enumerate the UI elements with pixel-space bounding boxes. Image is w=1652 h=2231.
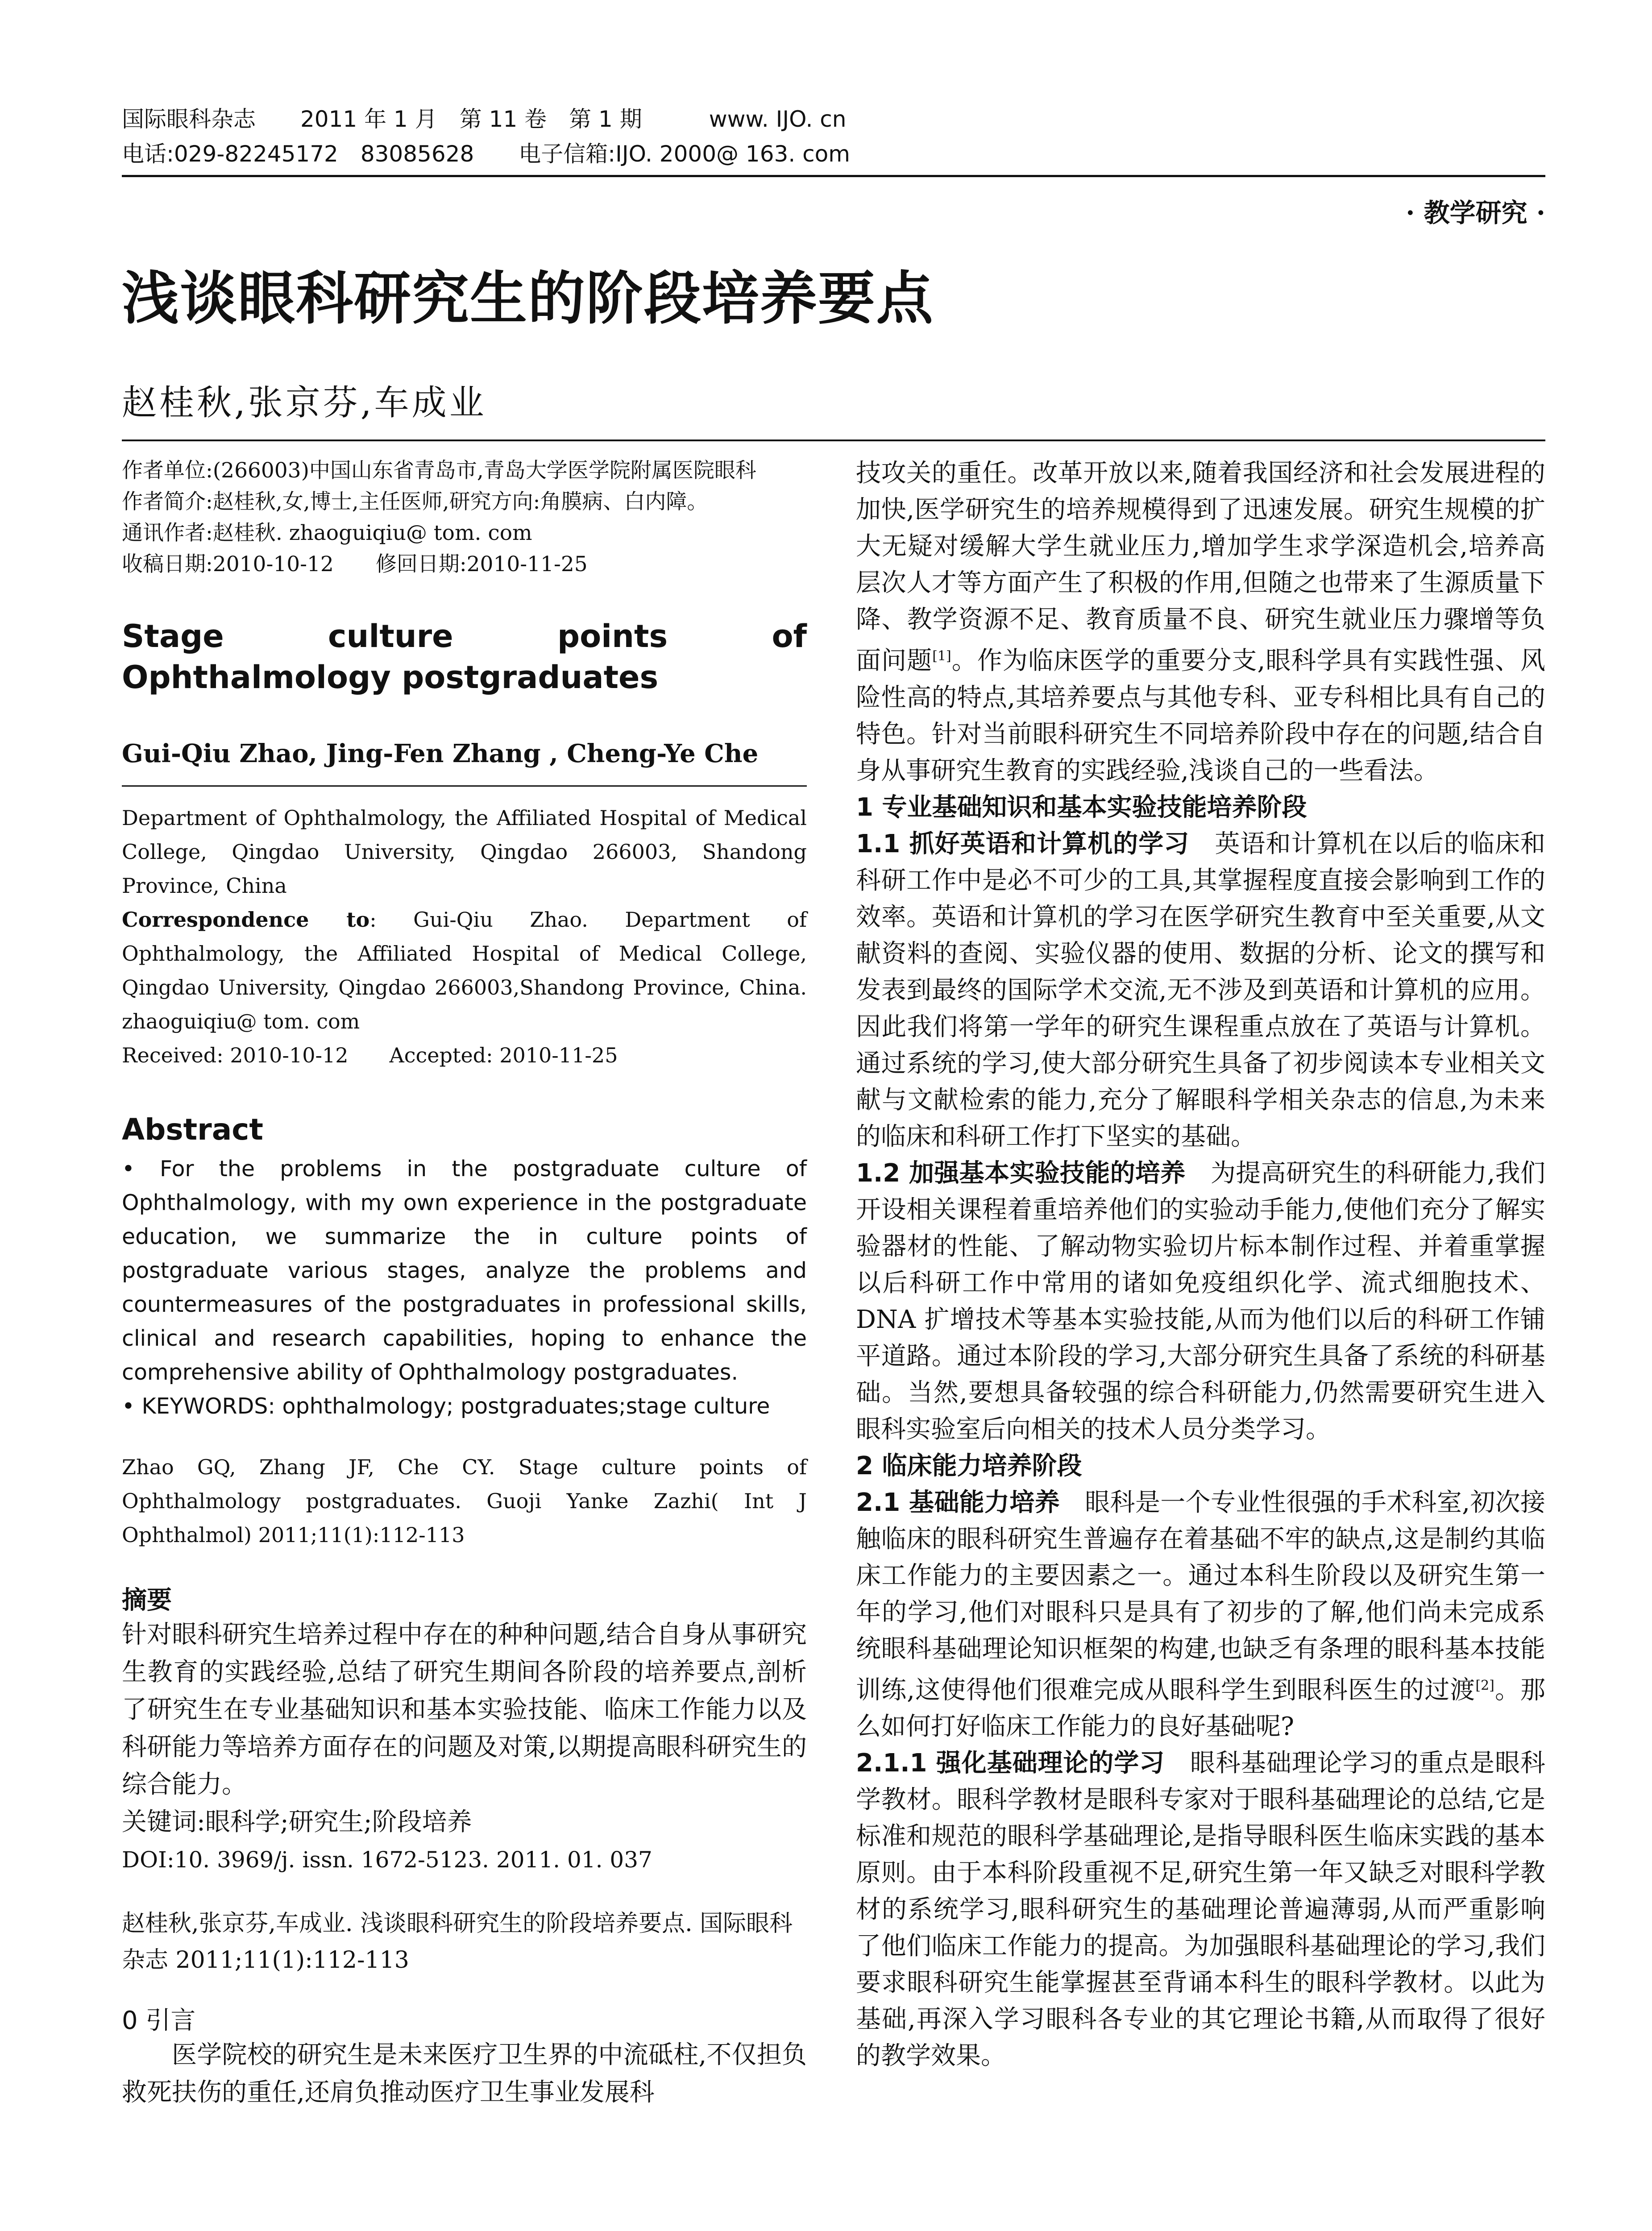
zh-abstract-text: 针对眼科研究生培养过程中存在的种种问题,结合自身从事研究生教育的实践经验,总结了研究生期间各阶段的培养要点,剖析了研究生在专业基础知识和基本实验技能、临床工作能力以及科研能力等培养方面存在的问题及对策,以期提高眼科研究生的综合能力。 bbox=[122, 1620, 807, 1799]
reference-2: [2] bbox=[1475, 1677, 1494, 1693]
english-authors: Gui-Qiu Zhao, Jing-Fen Zhang , Cheng-Ye Che bbox=[122, 739, 759, 768]
intro-continued-text: 技攻关的重任。改革开放以来,随着我国经济和社会发展进程的加快,医学研究生的培养规模得到了迅速发展。研究生规模的扩大无疑对缓解大学生就业压力,增加学生求学深造机会,培养高层次人才等方面产生了积极的作用,但随之也带来了生源质量下降、教学资源不足、教育质量不良、研究生就业压力骤增等负面问题 bbox=[856, 459, 1545, 676]
authors-cn: 赵桂秋,张京芬,车成业 bbox=[122, 383, 487, 423]
abstract-heading: Abstract bbox=[122, 1112, 263, 1147]
intro-heading: 0 引言 bbox=[122, 2006, 196, 2035]
section-2-1-text: 眼科是一个专业性很强的手术科室,初次接触临床的眼科研究生普遍存在着基础不牢的缺点,这是制约其临床工作能力的主要因素之一。通过本科生阶段以及研究生第一年的学习,他们对眼科只是具有了初步的了解,他们尚未完成系统眼科基础理论知识框架的构建,也缺乏有条理的眼科基本技能训练,这使得他们很难完成从眼科学生到眼科医生的过渡 bbox=[856, 1488, 1545, 1705]
department-en: Department of Ophthalmology, the Affiliated Hospital of Medical College, Qingdao University, Qingdao 266003, Shandong Province, China bbox=[122, 806, 807, 898]
intro-continued-tail: 。作为临床医学的重要分支,眼科学具有实践性强、风险性高的特点,其培养要点与其他专科、亚专科相比具有自己的特色。针对当前眼科研究生不同培养阶段中存在的问题,结合自身从事研究生教育的实践经验,浅谈自己的一些看法。 bbox=[856, 646, 1545, 785]
english-affiliation bbox=[122, 801, 807, 1072]
section-2-1 bbox=[856, 1485, 1545, 1746]
corresponding-author: 通讯作者:赵桂秋. zhaoguiqiu@ tom. com bbox=[122, 521, 532, 545]
intro-text: 医学院校的研究生是未来医疗卫生界的中流砥柱,不仅担负救死扶伤的重任,还肩负推动医疗卫生事业发展科 bbox=[122, 2040, 807, 2107]
affiliation-cn: 作者单位:(266003)中国山东省青岛市,青岛大学医学院附属医院眼科 bbox=[122, 458, 756, 483]
section-1-1-text: 英语和计算机在以后的临床和科研工作中是必不可少的工具,其掌握程度直接会影响到工作的效率。英语和计算机的学习在医学研究生教育中至关重要,从文献资料的查阅、实验仪器的使用、数据的分析、论文的撰写和发表到最终的国际学术交流,无不涉及到英语和计算机的应用。因此我们将第一学年的研究生课程重点放在了英语与计算机。通过系统的学习,使大部分研究生具备了初步阅读本专业相关文献与文献检索的能力,充分了解眼科学相关杂志的信息,为未来的临床和科研工作打下坚实的基础。 bbox=[856, 829, 1546, 1151]
column-label: · 教学研究 · bbox=[1406, 198, 1545, 228]
section-2-1-tail: 。那么如何打好临床工作能力的良好基础呢? bbox=[856, 1675, 1545, 1742]
section-1-1-heading: 1.1 抓好英语和计算机的学习 bbox=[856, 829, 1190, 858]
author-meta bbox=[122, 455, 807, 580]
dates-cn: 收稿日期:2010-10-12 修回日期:2010-11-25 bbox=[122, 552, 588, 576]
header-rule bbox=[122, 175, 1545, 177]
section-1-2-text: 为提高研究生的科研能力,我们开设相关课程着重培养他们的实验动手能力,使他们充分了解实验器材的性能、了解动物实验切片标本制作过程、并着重掌握以后科研工作中常用的诸如免疫组织化学、流式细胞技术、DNA 扩增技术等基本实验技能,从而为他们以后的科研工作铺平道路。通过本阶段的学习,大部分研究生具备了系统的科研基础。当然,要想具备较强的综合科研能力,仍然需要研究生进入眼科实验室后向相关的技术人员分类学习。 bbox=[856, 1158, 1545, 1444]
doi: DOI:10. 3969/j. issn. 1672-5123. 2011. 01. 037 bbox=[122, 1847, 652, 1873]
keywords-en: • KEYWORDS: ophthalmology; postgraduates;stage culture bbox=[122, 1393, 770, 1419]
section-1-1 bbox=[856, 826, 1545, 1155]
zh-keywords-text: 关键词:眼科学;研究生;阶段培养 bbox=[122, 1808, 472, 1837]
section-1-2-heading: 1.2 加强基本实验技能的培养 bbox=[856, 1158, 1186, 1188]
section-1-2 bbox=[856, 1155, 1545, 1448]
intro-continued bbox=[856, 455, 1545, 789]
section-2-1-1-heading: 2.1.1 强化基础理论的学习 bbox=[856, 1749, 1165, 1778]
section-2-1-heading: 2.1 基础能力培养 bbox=[856, 1488, 1060, 1517]
authors-divider bbox=[122, 785, 807, 787]
correspondence-en bbox=[122, 903, 807, 1038]
english-title: Stage culture points of Ophthalmology postgraduates bbox=[122, 618, 807, 696]
authors-rule bbox=[122, 440, 1545, 441]
author-bio: 作者简介:赵桂秋,女,博士,主任医师,研究方向:角膜病、白内障。 bbox=[122, 489, 708, 514]
received-accepted: Received: 2010-10-12 Accepted: 2010-11-25 bbox=[122, 1043, 618, 1067]
page-header bbox=[122, 102, 1545, 171]
section-2-heading: 2 临床能力培养阶段 bbox=[856, 1451, 1082, 1480]
correspondence-label: Correspondence to bbox=[122, 908, 370, 932]
right-column bbox=[856, 455, 1545, 2074]
journal-info-line: 国际眼科杂志 2011 年 1 月 第 11 卷 第 1 期 www. IJO. cn bbox=[122, 106, 847, 132]
section-2-1-1-text: 眼科基础理论学习的重点是眼科学教材。眼科学教材是眼科专家对于眼科基础理论的总结,它是标准和规范的眼科学基础理论,是指导眼科医生临床实践的基本原则。由于本科阶段重视不足,研究生第一年又缺乏对眼科学教材的系统学习,眼科研究生的基础理论普遍薄弱,从而严重影响了他们临床工作能力的提高。为加强眼科基础理论的学习,我们要求眼科研究生能掌握甚至背诵本科生的眼科学教材。以此为基础,再深入学习眼科各专业的其它理论书籍,从而取得了很好的教学效果。 bbox=[856, 1749, 1546, 2071]
article-title: 浅谈眼科研究生的阶段培养要点 bbox=[122, 265, 934, 332]
section-2-1-1 bbox=[856, 1745, 1545, 2074]
zh-keywords bbox=[122, 1804, 807, 1841]
contact-info-line: 电话:029-82245172 83085628 电子信箱:IJO. 2000@ 163. com bbox=[122, 141, 850, 167]
section-1-heading: 1 专业基础知识和基本实验技能培养阶段 bbox=[856, 792, 1307, 822]
zh-abstract-heading: 摘要 bbox=[122, 1586, 172, 1615]
citation-zh: 赵桂秋,张京芬,车成业. 浅谈眼科研究生的阶段培养要点. 国际眼科杂志 2011;11(1):112-113 bbox=[122, 1910, 793, 1974]
abstract-text: • For the problems in the postgraduate culture of Ophthalmology, with my own experience in the postgraduate education, we summarize the in culture points of postgraduate various stages, analyze the problems and countermeasures of the postgraduates in professional skills, clinical and research capabilities, hoping to enhance the comprehensive ability of Ophthalmology postgraduates. bbox=[122, 1156, 807, 1385]
left-column bbox=[122, 455, 807, 2111]
correspondence-text: : Gui-Qiu Zhao. Department of Ophthalmology, the Affiliated Hospital of Medical College, Qingdao University, Qingdao 266003,Shandong Province, China. zhaoguiqiu@ tom. com bbox=[122, 908, 807, 1033]
citation-en: Zhao GQ, Zhang JF, Che CY. Stage culture points of Ophthalmology postgraduates. Guoji Yanke Zazhi( Int J Ophthalmol) 2011;11(1):112-113 bbox=[122, 1455, 807, 1547]
reference-1: [1] bbox=[932, 648, 951, 664]
